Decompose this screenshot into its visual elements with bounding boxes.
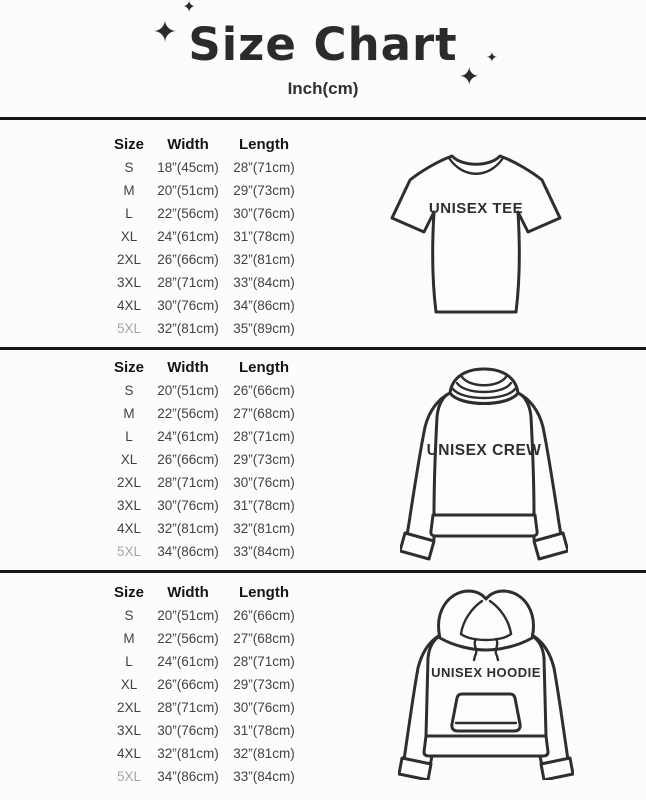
table-row xyxy=(99,471,319,494)
width-cell: 30”(76cm) xyxy=(157,723,219,738)
length-cell: 26”(66cm) xyxy=(233,383,295,398)
size-cell: 3XL xyxy=(116,723,142,738)
length-cell: 32”(81cm) xyxy=(233,746,295,761)
size-cell: S xyxy=(124,608,134,623)
length-cell: 33”(84cm) xyxy=(233,275,295,290)
hoodie-drawing xyxy=(398,584,574,780)
units-label: Inch(cm) xyxy=(287,79,359,98)
size-cell: 2XL xyxy=(116,475,142,490)
width-cell: 22”(56cm) xyxy=(157,406,219,421)
width-cell: 26”(66cm) xyxy=(157,452,219,467)
width-cell: 24”(61cm) xyxy=(157,429,219,444)
width-cell: 32”(81cm) xyxy=(157,746,219,761)
table-row xyxy=(99,179,319,202)
size-cell: XL xyxy=(120,677,138,692)
table-row xyxy=(99,156,319,179)
table-header-row xyxy=(99,133,319,156)
length-cell: 32”(81cm) xyxy=(233,521,295,536)
section-divider xyxy=(0,347,646,350)
table-row xyxy=(99,202,319,225)
size-column-header: Size xyxy=(113,359,144,376)
width-cell: 28”(71cm) xyxy=(157,475,219,490)
length-column-header: Length xyxy=(239,584,289,601)
table-header-row xyxy=(99,356,319,379)
length-cell: 29”(73cm) xyxy=(233,183,295,198)
size-cell: 3XL xyxy=(116,275,142,290)
size-cell: 5XL xyxy=(116,769,142,784)
length-cell: 27”(68cm) xyxy=(233,406,295,421)
width-cell: 20”(51cm) xyxy=(157,183,219,198)
size-cell: 4XL xyxy=(116,521,142,536)
size-cell: 2XL xyxy=(116,700,142,715)
width-cell: 26”(66cm) xyxy=(157,252,219,267)
width-column-header: Width xyxy=(167,584,209,601)
hoodie-size-table xyxy=(99,581,319,788)
table-row xyxy=(99,540,319,563)
length-cell: 29”(73cm) xyxy=(233,452,295,467)
length-cell: 33”(84cm) xyxy=(233,769,295,784)
table-row xyxy=(99,248,319,271)
length-column-header: Length xyxy=(239,136,289,153)
crew-illustration xyxy=(400,365,568,563)
size-column-header: Size xyxy=(113,136,144,153)
table-row xyxy=(99,225,319,248)
header xyxy=(0,0,646,99)
hoodie-illustration xyxy=(398,584,574,780)
size-cell: 2XL xyxy=(116,252,142,267)
table-row xyxy=(99,402,319,425)
width-cell: 32”(81cm) xyxy=(157,321,219,336)
length-column-header: Length xyxy=(239,359,289,376)
width-cell: 20”(51cm) xyxy=(157,608,219,623)
width-cell: 28”(71cm) xyxy=(157,275,219,290)
size-cell: 4XL xyxy=(116,298,142,313)
crew-drawing xyxy=(400,365,568,563)
size-cell: L xyxy=(125,429,133,444)
length-cell: 33”(84cm) xyxy=(233,544,295,559)
length-cell: 30”(76cm) xyxy=(233,206,295,221)
length-cell: 29”(73cm) xyxy=(233,677,295,692)
table-row xyxy=(99,379,319,402)
size-cell: L xyxy=(125,206,133,221)
width-cell: 34”(86cm) xyxy=(157,544,219,559)
table-row xyxy=(99,627,319,650)
sparkle-icon: ✦ xyxy=(152,16,178,49)
length-cell: 31”(78cm) xyxy=(233,498,295,513)
size-cell: S xyxy=(124,383,134,398)
length-cell: 28”(71cm) xyxy=(233,160,295,175)
size-cell: XL xyxy=(120,452,138,467)
length-cell: 35”(89cm) xyxy=(233,321,295,336)
crew-size-table xyxy=(99,356,319,563)
table-row xyxy=(99,294,319,317)
garment-label: UNISEX TEE xyxy=(428,200,524,217)
sparkle-icon: ✦ xyxy=(485,49,498,65)
size-cell: M xyxy=(123,631,135,646)
length-cell: 32”(81cm) xyxy=(233,252,295,267)
size-cell: S xyxy=(124,160,134,175)
garment-label: UNISEX HOODIE xyxy=(431,665,541,680)
width-cell: 24”(61cm) xyxy=(157,654,219,669)
size-cell: 5XL xyxy=(116,321,142,336)
length-cell: 34”(86cm) xyxy=(233,298,295,313)
table-row xyxy=(99,271,319,294)
size-cell: XL xyxy=(120,229,138,244)
size-cell: M xyxy=(123,183,135,198)
width-column-header: Width xyxy=(167,136,209,153)
width-column-header: Width xyxy=(167,359,209,376)
width-cell: 18”(45cm) xyxy=(157,160,219,175)
length-cell: 30”(76cm) xyxy=(233,475,295,490)
tee-illustration xyxy=(388,150,564,318)
length-cell: 28”(71cm) xyxy=(233,429,295,444)
width-cell: 22”(56cm) xyxy=(157,631,219,646)
sparkle-icon: ✦ xyxy=(182,0,196,16)
table-row xyxy=(99,650,319,673)
table-row xyxy=(99,604,319,627)
table-row xyxy=(99,494,319,517)
length-cell: 27”(68cm) xyxy=(233,631,295,646)
length-cell: 31”(78cm) xyxy=(233,723,295,738)
table-row xyxy=(99,742,319,765)
width-cell: 22”(56cm) xyxy=(157,206,219,221)
section-divider xyxy=(0,117,646,120)
size-cell: L xyxy=(125,654,133,669)
section-divider xyxy=(0,570,646,573)
garment-label: UNISEX CREW xyxy=(426,442,542,459)
width-cell: 28”(71cm) xyxy=(157,700,219,715)
size-cell: 3XL xyxy=(116,498,142,513)
table-row xyxy=(99,696,319,719)
size-cell: M xyxy=(123,406,135,421)
length-cell: 31”(78cm) xyxy=(233,229,295,244)
size-column-header: Size xyxy=(113,584,144,601)
length-cell: 26”(66cm) xyxy=(233,608,295,623)
table-row xyxy=(99,719,319,742)
table-row xyxy=(99,517,319,540)
table-row xyxy=(99,765,319,788)
width-cell: 32”(81cm) xyxy=(157,521,219,536)
table-row xyxy=(99,673,319,696)
size-cell: 4XL xyxy=(116,746,142,761)
table-header-row xyxy=(99,581,319,604)
length-cell: 28”(71cm) xyxy=(233,654,295,669)
width-cell: 26”(66cm) xyxy=(157,677,219,692)
width-cell: 30”(76cm) xyxy=(157,298,219,313)
table-row xyxy=(99,425,319,448)
tee-drawing xyxy=(388,150,564,318)
width-cell: 30”(76cm) xyxy=(157,498,219,513)
width-cell: 20”(51cm) xyxy=(157,383,219,398)
width-cell: 24”(61cm) xyxy=(157,229,219,244)
table-row xyxy=(99,448,319,471)
page-title: Size Chart xyxy=(188,18,458,71)
table-row xyxy=(99,317,319,340)
tee-size-table xyxy=(99,133,319,340)
length-cell: 30”(76cm) xyxy=(233,700,295,715)
size-cell: 5XL xyxy=(116,544,142,559)
width-cell: 34”(86cm) xyxy=(157,769,219,784)
sparkle-icon: ✦ xyxy=(458,63,480,91)
